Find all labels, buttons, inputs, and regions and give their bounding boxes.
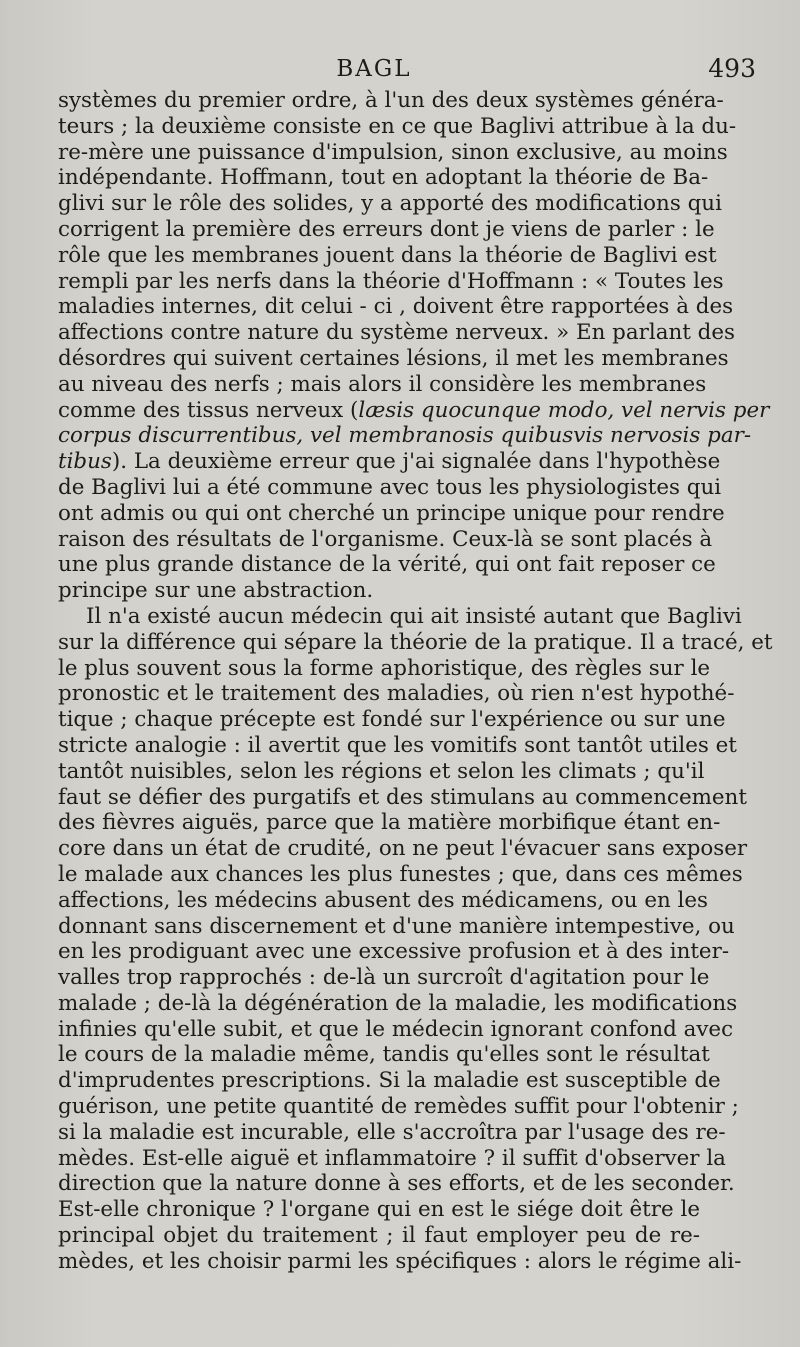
text-line: si la maladie est incurable, elle s'accroîtra par l'usage des re- <box>58 1119 726 1145</box>
text-line: d'imprudentes prescriptions. Si la maladie est susceptible de <box>58 1068 721 1094</box>
text-line: tibus). La deuxième erreur que j'ai signalée dans l'hypothèse <box>58 449 721 475</box>
text-line: rôle que les membranes jouent dans la théorie de Baglivi est <box>58 242 717 268</box>
text-line: mèdes. Est-elle aiguë et inflammatoire ? il suffit d'observer la <box>58 1145 726 1171</box>
text-line <box>58 423 752 449</box>
text-line: stricte analogie : il avertit que les vomitifs sont tantôt utiles et <box>58 732 737 758</box>
text-line: direction que la nature donne à ses efforts, et de les seconder. <box>58 1171 735 1197</box>
latin-quote: tibus <box>58 449 112 475</box>
text-line: affections, les médecins abusent des médicamens, ou en les <box>58 887 709 913</box>
text-line: des fièvres aiguës, parce que la matière morbifique étant en- <box>58 810 721 836</box>
text-line: affections contre nature du système nerveux. » En parlant des <box>58 320 735 346</box>
text-line: re-mère une puissance d'impulsion, sinon exclusive, au moins <box>58 139 728 165</box>
text-line: raison des résultats de l'organisme. Ceux-là se sont placés à <box>58 526 713 552</box>
text-line: infinies qu'elle subit, et que le médecin ignorant confond avec <box>58 1016 734 1042</box>
text-line: au niveau des nerfs ; mais alors il considère les membranes <box>58 371 707 397</box>
text-line: indépendante. Hoffmann, tout en adoptant la théorie de Ba- <box>58 165 709 191</box>
text-line: tantôt nuisibles, selon les régions et selon les climats ; qu'il <box>58 758 705 784</box>
text-line: de Baglivi lui a été commune avec tous les physiologistes qui <box>58 474 722 500</box>
text-line: guérison, une petite quantité de remèdes suffit pour l'obtenir ; <box>58 1094 739 1120</box>
text-line: core dans un état de crudité, on ne peut l'évacuer sans exposer <box>58 836 748 862</box>
text-line: comme des tissus nerveux (læsis quocunque modo, vel nervis per <box>58 397 770 423</box>
text-line: le cours de la maladie même, tandis qu'elles sont le résultat <box>58 1042 710 1068</box>
text-line: sur la différence qui sépare la théorie de la pratique. Il a tracé, et <box>58 629 773 655</box>
text-line: Est-elle chronique ? l'organe qui en est le siége doit être le <box>58 1197 700 1223</box>
page-number: 493 <box>708 54 756 83</box>
text-line: valles trop rapprochés : de-là un surcroît d'agitation pour le <box>58 965 710 991</box>
text-line: glivi sur le rôle des solides, y a apporté des modifications qui <box>58 191 722 217</box>
text-line: mèdes, et les choisir parmi les spécifiques : alors le régime ali- <box>58 1248 742 1274</box>
text-line: teurs ; la deuxième consiste en ce que Baglivi attribue à la du- <box>58 113 737 139</box>
text-line: ont admis ou qui ont cherché un principe unique pour rendre <box>58 500 725 526</box>
text-line: le plus souvent sous la forme aphoristique, des règles sur le <box>58 655 711 681</box>
text-line: corrigent la première des erreurs dont je viens de parler : le <box>58 216 715 242</box>
body-text <box>58 88 773 1275</box>
text-line: en les prodiguant avec une excessive profusion et à des inter- <box>58 939 730 965</box>
text-line: rempli par les nerfs dans la théorie d'Hoffmann : « Toutes les <box>58 268 724 294</box>
text-line: malade ; de-là la dégénération de la maladie, les modifications <box>58 990 738 1016</box>
text-line: le malade aux chances les plus funestes ; que, dans ces mêmes <box>58 861 743 887</box>
text-line: maladies internes, dit celui - ci , doivent être rapportées à des <box>58 294 734 320</box>
text-line: principal objet du traitement ; il faut employer peu de re- <box>58 1223 700 1249</box>
text-line: faut se défier des purgatifs et des stimulans au commencement <box>58 784 747 810</box>
text-line: systèmes du premier ordre, à l'un des deux systèmes généra- <box>58 88 724 113</box>
text-line: donnant sans discernement et d'une manière intempestive, ou <box>58 913 735 939</box>
latin-quote: læsis quocunque modo, vel nervis per <box>358 397 770 423</box>
paragraph-start-line: Il n'a existé aucun médecin qui ait insisté autant que Baglivi <box>86 603 742 629</box>
paragraph-end-line: principe sur une abstraction. <box>58 578 374 604</box>
text-line: une plus grande distance de la vérité, qui ont fait reposer ce <box>58 552 716 578</box>
running-title: BAGL <box>336 56 412 82</box>
running-head <box>0 52 800 88</box>
text-line: tique ; chaque précepte est fondé sur l'expérience ou sur une <box>58 707 726 733</box>
latin-quote: corpus discurrentibus, vel membranosis quibusvis nervosis par- <box>58 423 752 449</box>
text-line: désordres qui suivent certaines lésions, il met les membranes <box>58 345 729 371</box>
text-line: pronostic et le traitement des maladies, où rien n'est hypothé- <box>58 681 735 707</box>
